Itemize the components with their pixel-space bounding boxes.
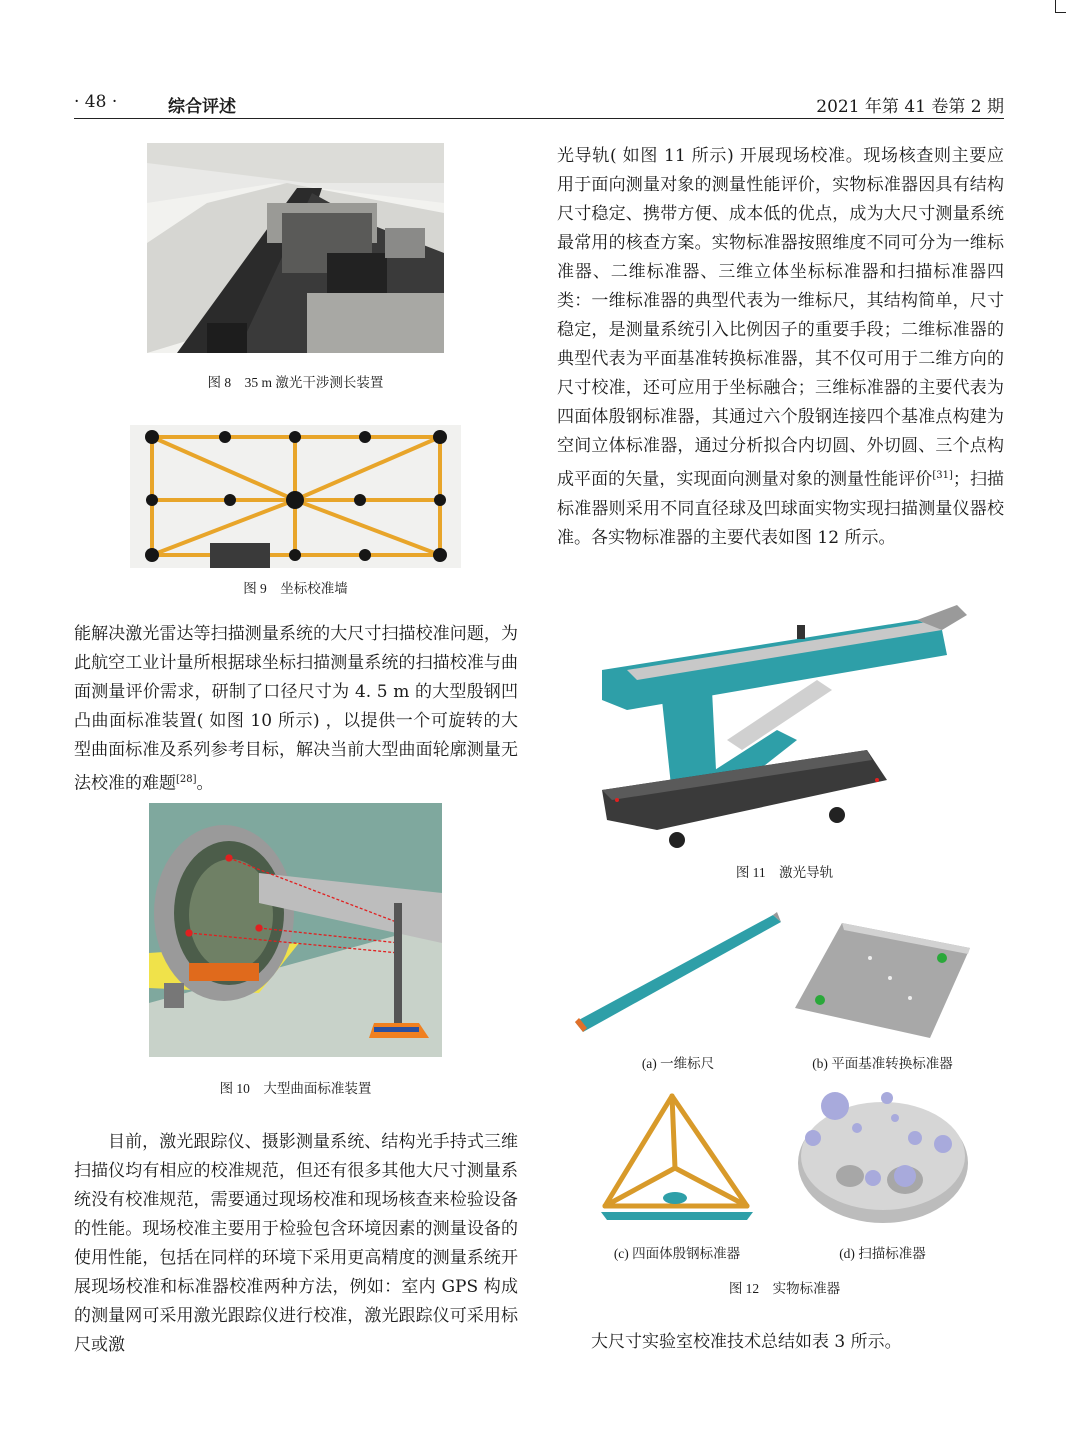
figure-12-caption: 图 12 实物标准器	[728, 1281, 841, 1296]
left-paragraph-1-text: 能解决激光雷达等扫描测量系统的大尺寸扫描校准问题，为此航空工业计量所根据球坐标扫描测量系统的扫描校准与曲面测量评价需求，研制了口径尺寸为 4. 5 m 的大型殷钢凹凸曲面标准装置( 如图 10 所示) ，以提供一个可旋转的大型曲面标准及系列参考目标，解决当前大型曲面轮廓测量无法校准的难题	[74, 624, 518, 794]
figure-12b-label: (b) 平面基准转换标准器	[812, 1056, 953, 1071]
figure-12a-render	[573, 910, 783, 1035]
header-rule	[74, 118, 1004, 119]
right-paragraph-1	[557, 142, 1004, 553]
journal-issue: 2021 年第 41 卷第 2 期	[816, 97, 1004, 117]
figure-12c-render	[597, 1088, 757, 1228]
right-paragraph-2-text: 大尺寸实验室校准技术总结如表 3 所示。	[591, 1332, 902, 1352]
section-title: 综合评述	[168, 97, 236, 117]
figure-11-render	[597, 600, 972, 858]
page-number: · 48 ·	[74, 92, 118, 112]
figure-10-caption: 图 10 大型曲面标准装置	[219, 1081, 372, 1096]
left-paragraph-2-text: 目前，激光跟踪仪、摄影测量系统、结构光手持式三维扫描仪均有相应的校准规范，但还有很多其他大尺寸测量系统没有校准规范，需要通过现场校准和现场核查来检验设备的性能。现场校准主要用于检验包含环境因素的测量设备的使用性能，包括在同样的环境下采用更高精度的测量系统开展现场校准和标准器校准两种方法，例如：室内 GPS 构成的测量网可采用激光跟踪仪进行校准，激光跟踪仪可采用标尺或激	[74, 1132, 518, 1355]
figure-11-caption: 图 11 激光导轨	[735, 865, 834, 880]
figure-9-caption: 图 9 坐标校准墙	[243, 581, 348, 596]
figure-12b-render	[790, 918, 975, 1043]
right-paragraph-1-end: ；扫描标准器则采用不同直径球及凹球面实物实现扫描测量仪器校准。各实物标准器的主要代表如图 12 所示。	[557, 469, 1005, 548]
page-header	[74, 92, 1004, 118]
figure-12d-render	[795, 1088, 970, 1228]
right-paragraph-1-text: 光导轨( 如图 11 所示) 开展现场校准。现场核查则主要应用于面向测量对象的测量性能评价，实物标准器因具有结构尺寸稳定、携带方便、成本低的优点，成为大尺寸测量系统最常用的核查方案。实物标准器按照维度不同可分为一维标准器、二维标准器、三维立体坐标标准器和扫描标准器四类：一维标准器的典型代表为一维标尺，其结构简单，尺寸稳定，是测量系统引入比例因子的重要手段；二维标准器的典型代表为平面基准转换标准器，其不仅可用于二维方向的尺寸校准，还可应用于坐标融合；三维标准器的主要代表为四面体殷钢标准器，其通过六个殷钢连接四个基准点构建为空间立体标准器，通过分析拟合内切圆、外切圆、三个点构成平面的矢量，实现面向测量对象的测量性能评价	[557, 146, 1004, 490]
citation-28: [28]	[176, 774, 197, 785]
right-paragraph-2	[557, 1328, 1004, 1357]
figure-8-caption: 图 8 35 m 激光干涉测长装置	[207, 375, 384, 390]
corner-crop-mark	[1055, 0, 1066, 13]
figure-12d-label: (d) 扫描标准器	[839, 1246, 926, 1261]
figure-8-photo	[147, 143, 444, 353]
figure-9-photo	[130, 425, 461, 568]
figure-10-render	[149, 803, 442, 1057]
figure-12c-label: (c) 四面体殷钢标准器	[613, 1246, 741, 1261]
left-paragraph-2	[74, 1128, 518, 1360]
left-paragraph-1-end: 。	[196, 773, 214, 794]
figure-12a-label: (a) 一维标尺	[641, 1056, 715, 1071]
left-paragraph-1	[74, 620, 518, 799]
citation-31: [31]	[932, 470, 953, 481]
